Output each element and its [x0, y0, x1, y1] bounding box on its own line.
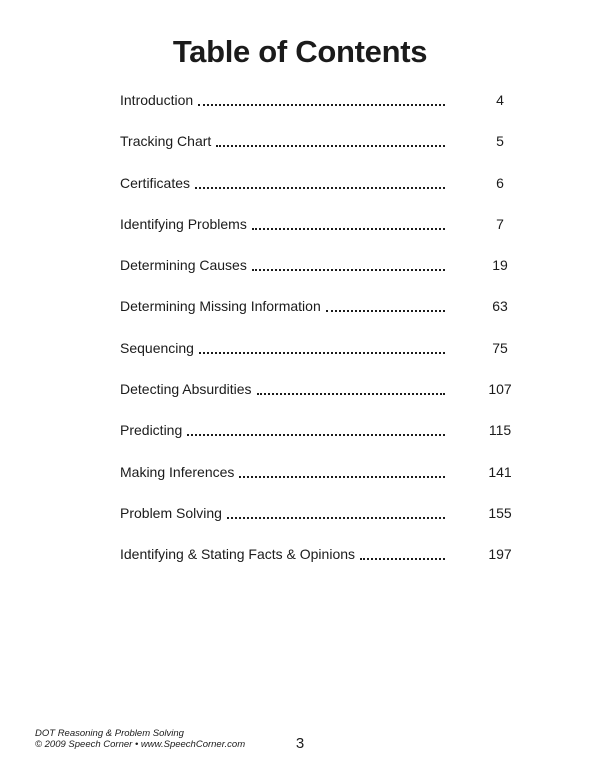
toc-entry-label: Detecting Absurdities: [120, 381, 252, 398]
page-title: Table of Contents: [172, 34, 428, 69]
dot-leader: [252, 228, 445, 230]
toc-entry-label: Identifying Problems: [120, 215, 247, 232]
toc-entry: [120, 381, 555, 398]
dot-leader: [257, 393, 445, 395]
toc-entry: [120, 257, 555, 274]
toc-entry-label: Predicting: [120, 422, 183, 439]
toc-entry-page: 6: [496, 174, 504, 191]
toc-entry-page: 107: [488, 381, 512, 398]
dot-leader: [252, 269, 445, 271]
dot-leader: [187, 434, 445, 436]
toc-entry-label: Sequencing: [120, 339, 194, 356]
toc-entry-label: Determining Missing Information: [120, 298, 321, 315]
toc-entry-label: Making Inferences: [120, 463, 235, 480]
footer-copyright: © 2009 Speech Corner • www.SpeechCorner.com: [35, 739, 246, 750]
toc-entry: [120, 216, 555, 233]
toc-entry: [120, 340, 555, 357]
dot-leader: [326, 310, 445, 312]
toc-entry: [120, 298, 555, 315]
toc-entry-label: Determining Causes: [120, 257, 247, 274]
dot-leader: [199, 352, 445, 354]
toc-entry-page: 7: [496, 215, 504, 232]
page-footer: [35, 728, 565, 752]
toc-list: [120, 92, 555, 563]
toc-entry: [120, 92, 555, 109]
toc-entry-label: Tracking Chart: [120, 133, 212, 150]
toc-entry: [120, 133, 555, 150]
toc-entry-page: 197: [488, 546, 512, 563]
toc-entry-label: Identifying & Stating Facts & Opinions: [120, 546, 356, 563]
dot-leader: [216, 145, 445, 147]
toc-entry-page: 19: [492, 257, 508, 274]
footer-book-title: DOT Reasoning & Problem Solving: [35, 728, 184, 739]
toc-entry-page: 155: [488, 504, 512, 521]
toc-entry-page: 75: [492, 339, 508, 356]
toc-entry-label: Certificates: [120, 174, 191, 191]
toc-entry-page: 141: [488, 463, 512, 480]
dot-leader: [227, 517, 445, 519]
dot-leader: [239, 476, 445, 478]
toc-entry-label: Problem Solving: [120, 504, 222, 521]
dot-leader: [360, 558, 445, 560]
toc-entry: [120, 464, 555, 481]
toc-entry-page: 63: [492, 298, 508, 315]
toc-entry: [120, 175, 555, 192]
toc-entry: [120, 422, 555, 439]
toc-entry-page: 5: [496, 133, 504, 150]
toc-entry-page: 115: [488, 422, 512, 439]
toc-entry-page: 4: [496, 92, 504, 108]
toc-entry: [120, 546, 555, 563]
dot-leader: [195, 187, 445, 189]
page-number: 3: [295, 735, 305, 752]
toc-entry-label: Introduction: [120, 92, 194, 108]
toc-entry: [120, 505, 555, 522]
dot-leader: [198, 104, 445, 106]
